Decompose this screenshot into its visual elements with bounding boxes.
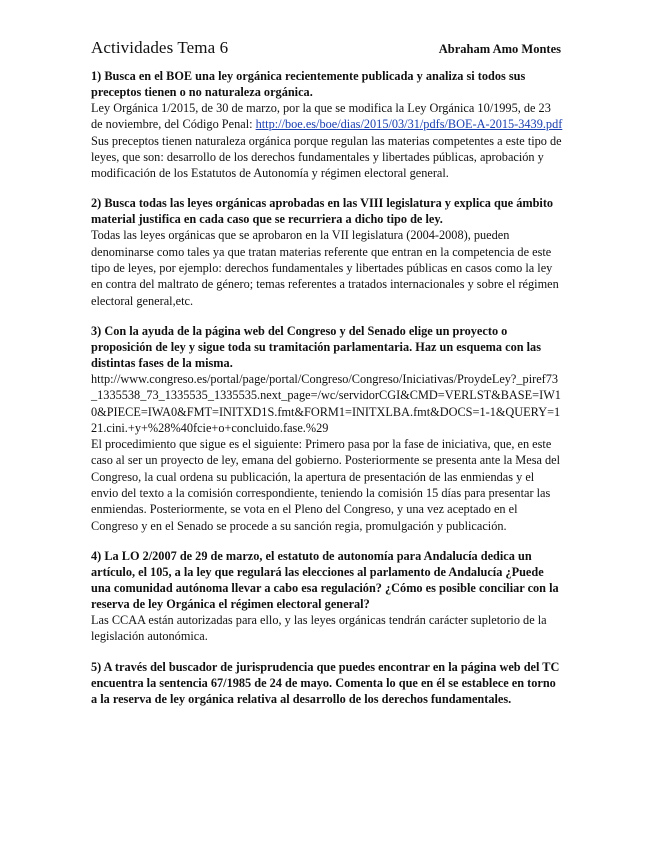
question-2: 2) Busca todas las leyes orgánicas aprobadas en las VIII legislatura y explica que ámbito material justifica en cada caso que se recurriera a dicho tipo de ley. (91, 196, 554, 227)
answer-4: Las CCAA están autorizadas para ello, y las leyes orgánicas tendrán carácter supletorio de la legislación autonómica. (91, 612, 547, 644)
answer-3: El procedimiento que sigue es el siguiente: Primero pasa por la fase de iniciativa, que, en este caso al ser un proyecto de ley, emana del gobierno. Posteriormente se presenta ante la Mesa del Congreso, la cual ordena su publicación, la apertura de presentación de las enmiendas y el envio del texto a la comisión correspondiente, teniendo la comisión 15 días para presentar las enmiendas. Posteriormente, se vota en el Pleno del Congreso, y una vez aceptado en el Congreso y en el Senado se procede a su sanción regia, promulgación y publicación. (91, 437, 561, 533)
answer-2: Todas las leyes orgánicas que se aprobaron en la VII legislatura (2004-2008), pueden denominarse como tales ya que tratan materias referente que entran en la competencia de este tipo de leyes, por ejemplo: derechos fundamentales y libertades públicas en casos como la ley en contra del maltrato de género; temas referentes a tratados internacionales y sobre el régimen electoral general,etc. (91, 228, 559, 308)
document-header (91, 38, 563, 58)
answer-1-intro (91, 100, 563, 133)
answer-1-intro-text: Ley Orgánica 1/2015, de 30 de marzo, por la que se modifica la Ley Orgánica 10/1995, de 23 de noviembre, del Código Penal: (91, 101, 551, 132)
question-3: 3) Con la ayuda de la página web del Congreso y del Senado elige un proyecto o proposición de ley y sigue toda su tramitación parlamentaria. Haz un esquema con las distintas fases de la misma. (91, 323, 541, 370)
question-4: 4) La LO 2/2007 de 29 de marzo, el estatuto de autonomía para Andalucía dedica un artículo, el 105, a la ley que regulará las elecciones al parlamento de Andalucía ¿Puede una comunidad autónoma llevar a cabo esa regulación? ¿Cómo es posible conciliar con la reserva de ley Orgánica el régimen electoral general? (91, 548, 559, 611)
activity-section-4 (91, 548, 563, 645)
activity-section-2 (91, 195, 563, 308)
question-1: 1) Busca en el BOE una ley orgánica recientemente publicada y analiza si todos sus preceptos tienen o no naturaleza orgánica. (91, 69, 526, 99)
activity-section-5 (91, 659, 563, 707)
answer-1: Sus preceptos tienen naturaleza orgánica porque regulan las materias competentes a este tipo de leyes, que son: desarrollo de los derechos fundamentales y libertades públicas, aprobación y modificación de los Estatutos de Autonomía y régimen electoral general. (91, 133, 562, 181)
question-5: 5) A través del buscador de jurisprudencia que puedes encontrar en la página web del TC encuentra la sentencia 67/1985 de 24 de mayo. Comenta lo que en él se establece en torno a la reserva de ley orgánica relativa al desarrollo de los derechos fundamentales. (91, 659, 560, 706)
boe-pdf-link[interactable]: http://boe.es/boe/dias/2015/03/31/pdfs/BOE-A-2015-3439.pdf (255, 117, 563, 132)
document-title: Actividades Tema 6 (91, 38, 229, 57)
document-page (91, 38, 563, 721)
activity-section-3 (91, 323, 563, 534)
congreso-url: http://www.congreso.es/portal/page/portal/Congreso/Congreso/Iniciativas/ProydeLey?_piref73_1335538_73_1335535_1335535.next_page=/wc/servidorCGI&CMD=VERLST&BASE=IW10&PIECE=IWA0&FMT=INITXD1S.fmt&FORM1=INITXLBA.fmt&DOCS=1-1&QUERY=121.cini.+y+%28%40fcie+o+concluido.fase.%29 (91, 371, 561, 435)
author-name: Abraham Amo Montes (438, 42, 561, 56)
activity-section-1 (91, 68, 563, 181)
